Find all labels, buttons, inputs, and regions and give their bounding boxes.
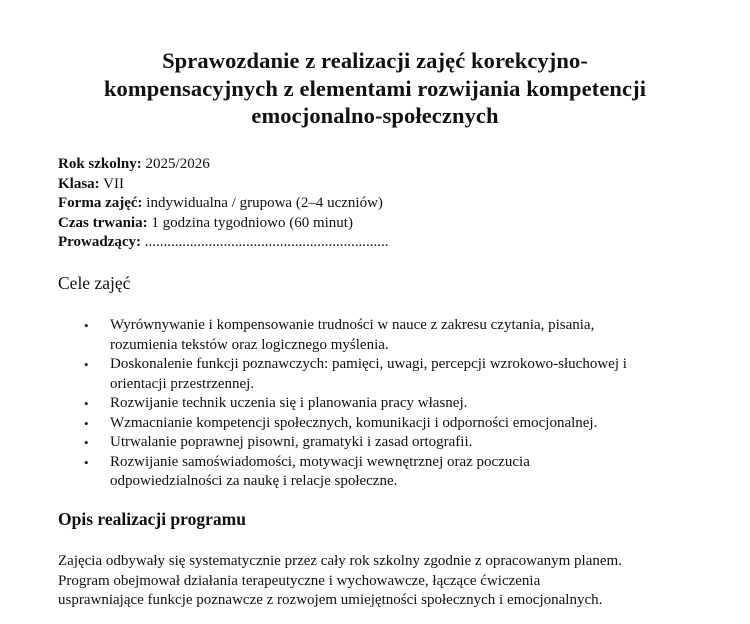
- meta-value: .................................................................: [141, 234, 389, 250]
- meta-label: Klasa:: [58, 175, 100, 192]
- list-item: [84, 414, 724, 434]
- list-item-text: Wyrównywanie i kompensowanie trudności w nauce z zakresu czytania, pisania,: [110, 317, 595, 333]
- meta-label: Czas trwania:: [58, 214, 148, 231]
- meta-class: [58, 175, 389, 195]
- title-line: emocjonalno-społecznych: [251, 103, 499, 128]
- meta-label: Prowadzący:: [58, 234, 142, 250]
- goals-heading: Cele zajęć: [58, 273, 131, 293]
- bullet-icon: •: [84, 396, 89, 411]
- list-item: [84, 355, 724, 394]
- bullet-icon: •: [84, 454, 89, 470]
- list-item: [84, 316, 724, 355]
- meta-duration: [58, 214, 389, 234]
- list-item-text: Rozwijanie technik uczenia się i planowania pracy własnej.: [110, 395, 468, 411]
- meta-label: Rok szkolny:: [58, 156, 142, 172]
- goals-list: [84, 316, 724, 492]
- list-item: [84, 394, 724, 414]
- meta-value: 2025/2026: [141, 156, 210, 172]
- meta-school-year: [58, 155, 389, 175]
- document-title: [60, 47, 690, 130]
- bullet-icon: •: [84, 357, 89, 372]
- bullet-icon: •: [84, 318, 89, 333]
- meta-label: Forma zajęć:: [58, 195, 143, 211]
- meta-value: 1 godzina tygodniowo (60 minut): [147, 214, 353, 231]
- list-item-text: Utrwalanie poprawnej pisowni, gramatyki i zasad ortografii.: [110, 434, 473, 450]
- list-item-text: Rozwijanie samoświadomości, motywacji wewnętrznej oraz poczucia: [110, 453, 530, 470]
- paragraph-line: usprawniające funkcje poznawcze z rozwojem umiejętności społecznych i emocjonalnych.: [58, 592, 603, 608]
- meta-value: VII: [99, 175, 124, 192]
- bullet-icon: •: [84, 435, 89, 450]
- list-item-text: Doskonalenie funkcji poznawczych: pamięci, uwagi, percepcji wzrokowo-słuchowej i: [110, 356, 627, 372]
- title-line: Sprawozdanie z realizacji zajęć korekcyjno-: [162, 48, 588, 73]
- list-item-text: odpowiedzialności za naukę i relacje społeczne.: [110, 473, 398, 489]
- list-item: [84, 433, 724, 453]
- meta-value: indywidualna / grupowa (2–4 uczniów): [142, 195, 383, 211]
- list-item-text: orientacji przestrzennej.: [110, 375, 255, 392]
- bullet-icon: •: [84, 415, 89, 431]
- list-item-text: rozumienia tekstów oraz logicznego myślenia.: [110, 336, 389, 353]
- title-line: kompensacyjnych z elementami rozwijania kompetencji: [103, 75, 647, 101]
- meta-instructor: [58, 233, 389, 253]
- paragraph-line: Zajęcia odbywały się systematycznie przez cały rok szkolny zgodnie z opracowanym planem.: [58, 553, 622, 569]
- list-item-text: Wzmacnianie kompetencji społecznych, komunikacji i odporności emocjonalnej.: [110, 414, 598, 431]
- meta-form: [58, 194, 389, 214]
- program-paragraph: [58, 552, 718, 611]
- program-heading: Opis realizacji programu: [58, 509, 246, 529]
- paragraph-line: Program obejmował działania terapeutyczne i wychowawcze, łączące ćwiczenia: [58, 572, 541, 589]
- meta-block: [58, 155, 389, 253]
- list-item: [84, 453, 724, 492]
